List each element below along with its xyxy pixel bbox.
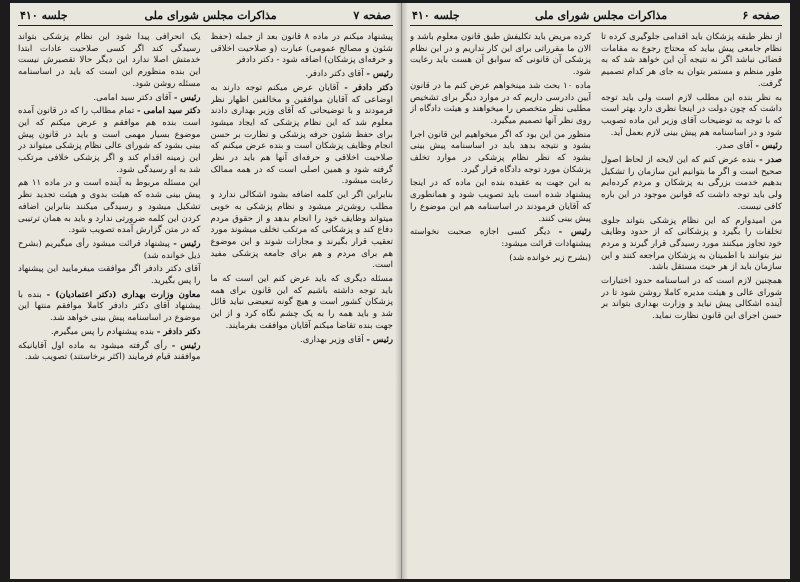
paragraph-text: من امیدوارم که این نظام پزشکی بتواند جلوی تخلفات را بگیرد و پزشکانی که از حدود وظایف خود تجاوز میکنند مورد رسیدگی قرار گیرند و مردم نیز بتوانند با اطمینان به پزشکان مراجعه کنند و این سازمان باید از هر حیث مستقل باشد.: [601, 215, 782, 273]
paragraph-text: به نظر بنده این مطلب لازم است ولی باید توجه داشت که چون دولت در اینجا نظری دارد بهتر است که با توجه به توضیحات آقای وزیر این ماده تصویب شود و در اساسنامه هم پیش بینی لازم بعمل آید.: [601, 92, 782, 138]
paragraph: [410, 130, 591, 177]
page-right: [402, 3, 790, 579]
paragraph-text: منظور من این بود که اگر میخواهیم این قانون اجرا بشود و نتیجه بدهد باید در اساسنامه پیش بینی بشود که نظر نظام پزشکی در موارد تخلف پزشکان مورد توجه دادگاه قرار گیرد.: [410, 129, 591, 175]
speaker-name: رئیس -: [173, 92, 201, 103]
text-column: [410, 32, 591, 572]
text-column: [601, 32, 782, 572]
paragraph-text: آقای دکتر سید امامی.: [93, 92, 172, 103]
paragraph: [18, 106, 201, 176]
book-spread: [10, 3, 790, 579]
paragraph-text: آقایان عرض میکنم توجه دارند به اوضاعی که آقایان موافقین و مخالفین اظهار نظر فرمودند و با توضیحاتی که آقای وزیر بهداری دادند معلوم شد که این نظام پزشکی که ایجاد میشود برای حفظ شئون حرفه پزشکی و نظارت بر حسن انجام وظایف پزشکان است و بنده عرض میکنم که صلاحیت اخلاقی و حرفه‌ای آنها هم باید در نظر گرفته شود و همین اصلی است که در همه ممالک رعایت میشود.: [210, 82, 393, 187]
paragraph: [410, 227, 591, 250]
paragraph: [410, 178, 591, 225]
paragraph-text: مسئله دیگری که باید عرض کنم این است که ما باید توجه داشته باشیم که این قانون برای همه پزشکان کشور است و هیچ گونه تبعیضی نباید قائل شد و باید همه را به یک چشم نگاه کرد و از این جهت بنده تقاضا میکنم آقایان موافقت بفرمایند.: [210, 274, 393, 331]
paragraph: [601, 276, 782, 323]
paragraph-text: پیشنهاد قرائت میشود رأی میگیریم (بشرح ذیل خوانده شد): [18, 238, 201, 261]
text-column: [18, 32, 201, 572]
text-columns: [18, 32, 393, 572]
paragraph: [410, 253, 591, 265]
speaker-name: رئیس -: [366, 334, 393, 345]
paragraph: [211, 190, 394, 272]
paragraph-text: دیگر کسی اجازه صحبت نخواسته پیشنهادات قرائت میشود:: [410, 227, 591, 249]
paragraph-text: همچنین لازم است که در اساسنامه حدود اختیارات شورای عالی و هیئت مدیره کاملا روشن شود تا در آینده اشکالی پیش نیاید و وزارت بهداری بتواند بر حسن اجرای این قانون نظارت نماید.: [601, 276, 782, 322]
paragraph: [211, 83, 394, 188]
paragraph-text: کرده مریض باید تکلیفش طبق قانون معلوم باشد و الان ما مقرراتی برای این کار نداریم و در این نظام پزشکی آن قانونی که سوابق آن هست باید رعایت شود.: [410, 32, 591, 78]
paragraph: [18, 178, 201, 237]
paragraph: [211, 335, 394, 347]
speaker-name: رئیس -: [366, 69, 393, 80]
paragraph: [601, 155, 782, 214]
session-number: جلسه ۴۱۰: [20, 9, 68, 22]
speaker-name: معاون وزارت بهداری (دکتر اعتمادیان) -: [46, 289, 201, 300]
page-number: صفحه ۶: [742, 9, 780, 22]
gutter-shadow: [402, 3, 408, 579]
speaker-name: صدر -: [759, 155, 782, 166]
paragraph: [601, 216, 782, 275]
speaker-name: رئیس -: [755, 141, 782, 152]
speaker-name: دکتر دادفر -: [344, 82, 393, 93]
paragraph-text: بنده با پیشنهاد آقای دکتر دادفر کاملا موافقم منتها این موضوع در اساسنامه پیش بینی خواهد شد.: [18, 289, 201, 324]
paragraph: [211, 32, 394, 67]
session-number: جلسه ۴۱۰: [412, 9, 460, 22]
gutter-shadow: [395, 3, 401, 579]
paragraph: [410, 32, 591, 79]
text-columns: [410, 32, 782, 572]
paragraph: [18, 264, 201, 287]
paragraph-text: پیشنهاد میکنم در ماده ۸ قانون بعد از جمله (حفظ شئون و مصالح عمومی) عبارت (و صلاحیت اخلاقی و حرفه‌ای پزشکان) اضافه شود - دکتر دادفر: [210, 32, 393, 66]
page-header-right: [410, 9, 782, 26]
paragraph: [601, 93, 782, 140]
paragraph-text: به این جهت به عقیده بنده این ماده که در اینجا پیشنهاد شده است باید تصویب شود و همانطوری که آقایان فرمودند در اساسنامه هم این موضوع را پیش بینی کنند.: [410, 178, 591, 224]
speaker-name: رئیس -: [558, 227, 591, 238]
paragraph-text: این مسئله مربوط به آینده است و در ماده ۱۱ هم پیش بینی شده که هیئت بدوی و هیئت تجدید نظر تشکیل میشود و رسیدگی میکنند بنابراین اضافه کردن این کلمه ضرورتی ندارد و باید به همان ترتیبی که در متن گزارش آمده تصویب شود.: [18, 178, 201, 236]
paragraph-text: آقای دکتر دادفر اگر موافقت میفرمایید این پیشنهاد را پس بگیرید.: [18, 264, 201, 287]
paragraph-text: ماده ۱۰ بحث شد مینخواهم عرض کنم ما در قانون آیین دادرسی داریم که در موارد دیگر برای تشخیص مطلبی نظر متخصص را میخواهند و هیئت دادگاه از روی نظر آنها تصمیم میگیرد.: [410, 80, 591, 126]
paragraph-text: از نظر طبقه پزشکان باید اقدامی جلوگیری کرده تا نظام جامعی پیش بیاید که محتاج رجوع به مقامات قضائی نباشد اگر نه نتیجه آن این خواهد شد که به طور منظم و مستمر بتوان به جای هر کدام تصمیم گرفت.: [601, 32, 782, 89]
text-column: [211, 32, 394, 572]
paragraph-text: آقای دکتر دادفر.: [305, 69, 364, 80]
paragraph: [18, 341, 201, 364]
speaker-name: دکتر سید امامی -: [136, 106, 201, 117]
paragraph: [211, 274, 394, 333]
paragraph: [601, 32, 782, 91]
page-left: [10, 3, 402, 579]
paragraph: [211, 69, 394, 81]
paragraph-text: بنابراین اگر این کلمه اضافه بشود اشکالی ندارد و مطلب روشن‌تر میشود و نظام پزشکی به خوبی میتواند وظایف خود را انجام بدهد و از حقوق مردم دفاع کند و پزشکانی که مرتکب تخلف میشوند مورد تعقیب قرار بگیرند و مجازات شوند و این موضوع هم برای مردم و هم برای جامعه پزشکی مفید است.: [210, 190, 393, 271]
paragraph-text: یک انحرافی پیدا شود این نظام پزشکی بتواند رسیدگی کند اگر کسی صلاحیت عادات ابتدا خدمتش اصلا ندارد این دیگر حالا تقصیرش نیست این بنده منظورم این است که باید در اساسنامه مسئله روشن شود.: [18, 32, 201, 89]
paragraph: [18, 93, 201, 105]
paragraph: [410, 81, 591, 128]
page-header-left: [18, 9, 393, 26]
publication-title: مذاکرات مجلس شورای ملی: [144, 9, 277, 22]
paragraph: [18, 290, 201, 325]
paragraph: [18, 327, 201, 339]
paragraph-text: (بشرح زیر خوانده شد): [509, 252, 591, 263]
paragraph-text: آقای وزیر بهداری.: [300, 334, 364, 345]
speaker-name: رئیس -: [173, 238, 201, 249]
speaker-name: دکتر دادفر -: [156, 326, 201, 337]
paragraph-text: بنده عرض کنم که این لایحه از لحاظ اصول صحیح است و اگر ما بتوانیم این سازمان را تشکیل بدهیم خدمت بزرگی به پزشکان و مردم کرده‌ایم ولی باید توجه داشت که قوانین موجود در این باره کافی نیست.: [601, 155, 782, 212]
paragraph: [601, 141, 782, 153]
paragraph-text: رأی گرفته میشود به ماده اول آقایانیکه موافقند قیام فرمایند (اکثر برخاستند) تصویب شد.: [18, 340, 201, 363]
paragraph: [18, 32, 201, 91]
paragraph-text: بنده پیشنهادم را پس میگیرم.: [50, 326, 155, 337]
paragraph-text: تمام مطالب را که در قانون آمده است بنده هم موافقم و عرض میکنم که این موضوع بسیار مهمی است و باید در قانون پیش بینی بشود که شورای عالی نظام پزشکی میتواند در این زمینه اقدام کند و اگر پزشکی خلافی مرتکب شد به او رسیدگی شود.: [18, 106, 201, 175]
publication-title: مذاکرات مجلس شورای ملی: [534, 9, 668, 22]
paragraph-text: آقای صدر.: [715, 141, 753, 152]
speaker-name: رئیس -: [171, 340, 201, 351]
paragraph: [18, 239, 201, 262]
page-number: صفحه ۷: [353, 9, 391, 22]
